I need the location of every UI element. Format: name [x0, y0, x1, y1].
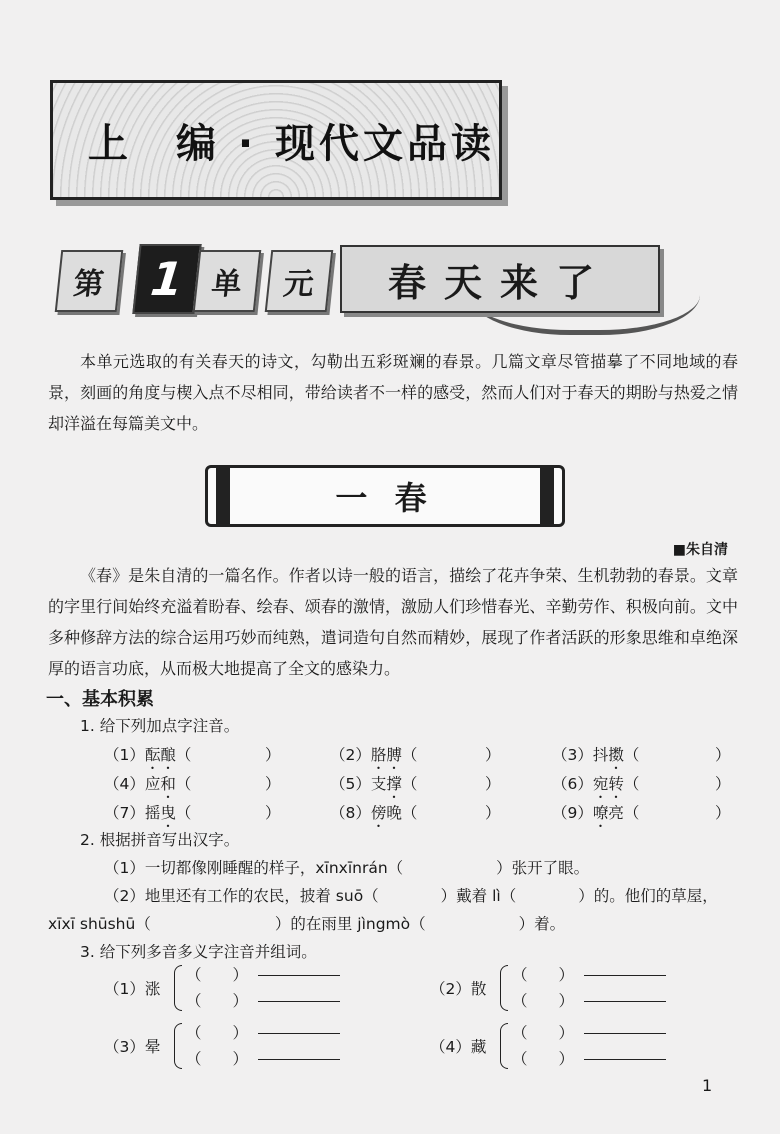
answer-blank-close: ）	[715, 804, 731, 822]
answer-blank-close: ）	[485, 775, 501, 793]
polyphone-answer-line[interactable]: （ ）	[186, 965, 340, 985]
polyphone-answer-line[interactable]: （ ）	[186, 1049, 340, 1069]
answer-blank[interactable]: （	[401, 804, 418, 822]
polyphone-answer-line[interactable]: （ ）	[512, 991, 666, 1011]
word-char: 支	[370, 775, 387, 793]
question-2-line-1: （1）一切都像刚睡醒的样子，xīnxīnrán（ ）张开了眼。	[104, 859, 590, 877]
polyphone-label: （2）散	[430, 980, 487, 998]
polyphone-answer-line[interactable]: （ ）	[512, 965, 666, 985]
word-char: 膊	[386, 746, 402, 764]
unit-number-tile: 1	[132, 244, 201, 314]
part-title: 上 编 · 现代文品读	[88, 121, 496, 167]
word-char: 晚	[386, 804, 402, 822]
unit-tile: 第	[55, 250, 124, 312]
word-char: 摇	[144, 804, 161, 822]
unit-title: 春天来了	[340, 245, 660, 313]
answer-blank-close: ）	[265, 746, 281, 764]
polyphone-answer-line[interactable]: （ ）	[186, 1023, 340, 1043]
answer-blank-close: ）	[715, 746, 731, 764]
pinyin-item	[330, 803, 417, 831]
answer-blank-close: ）	[715, 775, 731, 793]
brace-icon	[174, 965, 182, 1011]
section-heading: 一、基本积累	[46, 689, 154, 710]
pinyin-item	[552, 745, 639, 773]
brace-icon	[174, 1023, 182, 1069]
answer-blank[interactable]: （	[175, 775, 192, 793]
pinyin-item	[104, 745, 191, 773]
word-char: 酿	[160, 746, 176, 764]
word-char: 宛	[592, 775, 609, 793]
pinyin-item	[104, 774, 191, 802]
question-2-line-2: （2）地里还有工作的农民，披着 suō（ ）戴着 lì（ ）的。他们的草屋，	[104, 887, 718, 905]
item-number: （2）	[330, 746, 371, 764]
brace-icon	[500, 1023, 508, 1069]
word-char: 和	[160, 775, 176, 793]
word-char: 抖	[592, 746, 609, 764]
answer-blank[interactable]: （	[175, 804, 192, 822]
brace-icon	[500, 965, 508, 1011]
polyphone-label: （3）晕	[104, 1038, 161, 1056]
word-char: 转	[608, 775, 624, 793]
pinyin-item	[330, 745, 417, 773]
lesson-author: ■朱自清	[672, 542, 728, 558]
answer-blank-close: ）	[265, 804, 281, 822]
polyphone-answer-line[interactable]: （ ）	[512, 1023, 666, 1043]
word-char: 胳	[370, 746, 387, 764]
question-1-prompt: 1. 给下列加点字注音。	[80, 717, 240, 735]
polyphone-label: （1）涨	[104, 980, 161, 998]
word-char: 酝	[144, 746, 161, 764]
item-number: （9）	[552, 804, 593, 822]
word-char: 撑	[386, 775, 402, 793]
polyphone-answer-line[interactable]: （ ）	[186, 991, 340, 1011]
word-char: 嘹	[592, 804, 609, 822]
lesson-summary: 《春》是朱自清的一篇名作。作者以诗一般的语言，描绘了花卉争荣、生机勃勃的春景。文章的字里行间始终充溢着盼春、绘春、颂春的激情，激励人们珍惜春光、辛勤劳作、积极向前。文中多种修辞方法的综合运用巧妙而纯熟，遣词造句自然而精妙，展现了作者活跃的形象思维和卓绝深厚的语言功底，从而极大地提高了全文的感染力。	[48, 566, 738, 678]
item-number: （6）	[552, 775, 593, 793]
word-char: 亮	[608, 804, 624, 822]
item-number: （7）	[104, 804, 145, 822]
pinyin-item	[552, 803, 639, 831]
item-number: （8）	[330, 804, 371, 822]
answer-blank[interactable]: （	[623, 775, 640, 793]
answer-blank-close: ）	[485, 746, 501, 764]
page-number: 1	[702, 1076, 713, 1095]
answer-blank[interactable]: （	[401, 746, 418, 764]
word-char: 曳	[160, 804, 176, 822]
answer-blank[interactable]: （	[623, 804, 640, 822]
answer-blank-close: ）	[485, 804, 501, 822]
question-2-line-3: xīxī shūshū（ ）的在雨里 jìngmò（ ）着。	[48, 915, 566, 933]
question-3-prompt: 3. 给下列多音多义字注音并组词。	[80, 943, 317, 961]
answer-blank[interactable]: （	[175, 746, 192, 764]
item-number: （5）	[330, 775, 371, 793]
unit-tile: 元	[265, 250, 334, 312]
word-char: 擞	[608, 746, 624, 764]
item-number: （3）	[552, 746, 593, 764]
lesson-title: 一 春	[205, 465, 565, 527]
answer-blank[interactable]: （	[623, 746, 640, 764]
pinyin-item	[330, 774, 417, 802]
polyphone-label: （4）藏	[430, 1038, 487, 1056]
unit-tile: 单	[193, 250, 262, 312]
word-char: 傍	[370, 804, 387, 822]
answer-blank-close: ）	[265, 775, 281, 793]
question-2-prompt: 2. 根据拼音写出汉字。	[80, 831, 240, 849]
answer-blank[interactable]: （	[401, 775, 418, 793]
unit-intro: 本单元选取的有关春天的诗文，勾勒出五彩斑斓的春景。几篇文章尽管描摹了不同地域的春景，刻画的角度与楔入点不尽相同，带给读者不一样的感受，然而人们对于春天的期盼与热爱之情却洋溢在每篇美文中。	[48, 352, 738, 433]
pinyin-item	[552, 774, 639, 802]
item-number: （1）	[104, 746, 145, 764]
polyphone-answer-line[interactable]: （ ）	[512, 1049, 666, 1069]
word-char: 应	[144, 775, 161, 793]
pinyin-item	[104, 803, 191, 831]
item-number: （4）	[104, 775, 145, 793]
